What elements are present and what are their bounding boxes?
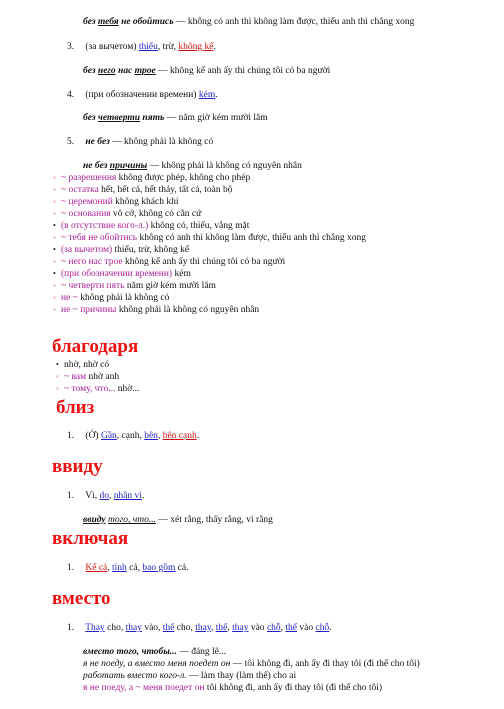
sense-text: , trừ, (157, 42, 179, 52)
phrase-vi: năm giờ kém mười lăm (126, 281, 216, 291)
link-gan[interactable]: Gần (100, 431, 117, 441)
punct: . (141, 491, 145, 501)
phrase-vi: không phải là không có nguyên nhân (118, 305, 260, 315)
phrase-vi: hết, hết cả, hết thảy, tất cả, toàn bộ (101, 185, 233, 195)
phrase-ru[interactable]: (при обозначении времени) (61, 269, 173, 279)
phrase-vi: không kể anh ấy thì chúng tôi có ba người (124, 257, 286, 267)
headword-blagodarya: благодаря (52, 336, 139, 357)
headword-vmesto: вместо (52, 588, 111, 609)
phrase-vi: nhờ anh (88, 372, 120, 382)
example-bez-nego (83, 65, 330, 77)
example-ru: не без (83, 161, 108, 171)
sense-text: , (157, 431, 163, 441)
headword-vvidu: ввиду (52, 456, 103, 477)
link-thay[interactable]: thay (195, 623, 211, 633)
example-translation: — tôi không đi, anh ấy đi thay tôi (đi thế cho tôi) (232, 659, 420, 669)
sense-number: 1. (67, 623, 75, 633)
sense-text: cả (175, 563, 187, 573)
phrase-ru[interactable]: ~ остатка (61, 185, 99, 195)
sense-text: , cạnh, (116, 431, 145, 441)
example-ru: того, что... (107, 515, 157, 525)
phrase-item (53, 244, 189, 256)
bullet-icon: ◦ (53, 293, 56, 302)
example-ru: четверти (97, 113, 141, 123)
example-translation: — làm thay (làm thế) cho ai (189, 671, 297, 681)
example-ru: тебя (97, 17, 119, 27)
bullet-icon: • (53, 221, 56, 230)
punct: . (215, 90, 218, 100)
link-cho[interactable]: chỗ (266, 623, 281, 633)
example-ru: я не поеду, а вместо меня поедет он (83, 659, 231, 669)
example-ru: не без (85, 137, 110, 147)
phrase-ru[interactable]: не ~ причины (61, 305, 117, 315)
link-the[interactable]: thế (285, 623, 298, 633)
punct: . (329, 623, 332, 633)
phrase-ru[interactable]: ~ разрешения (61, 173, 117, 183)
link-nhan-vi[interactable]: nhân vì (113, 491, 142, 501)
phrase-item (53, 172, 250, 184)
example-ru: без (83, 113, 96, 123)
headword-vklyuchaya: включая (52, 528, 129, 549)
phrase-item (53, 256, 285, 268)
sense-text: , (211, 623, 216, 633)
sense-1 (67, 430, 199, 442)
example-ru[interactable]: я не поеду, а ~ меня поедет он (83, 683, 205, 693)
phrase-ru[interactable]: (за вычетом) (61, 245, 113, 255)
link-ben-canh[interactable]: bên cạnh (162, 431, 197, 441)
phrase-ru[interactable]: ~ четверти пять (61, 281, 125, 291)
example-translation: — xét rằng, thấy rằng, vì rằng (158, 515, 273, 525)
link-cho[interactable]: chỗ (315, 623, 330, 633)
bullet-icon: ◦ (53, 257, 56, 266)
bullet-icon: ◦ (53, 197, 56, 206)
phrase-vi: không được phép, không cho phép (118, 173, 251, 183)
phrase-ru[interactable]: ~ тому, что... (64, 384, 116, 394)
example-ru: работать вместо кого-л. (83, 671, 187, 681)
phrase-item (53, 196, 179, 208)
link-thay[interactable]: thay (232, 623, 249, 633)
example-ru: пять (142, 113, 165, 123)
phrase-ru[interactable]: не ~ (61, 293, 78, 303)
sense-text: cho, (104, 623, 126, 633)
link-thay[interactable]: thay (125, 623, 142, 633)
phrase-ru[interactable]: ~ него нас трое (61, 257, 123, 267)
punct: . (196, 431, 200, 441)
example-translation: — đáng lẽ... (179, 647, 227, 657)
example-vmesto-2 (83, 658, 420, 670)
phrase-item (56, 371, 119, 383)
example-translation: — không phải là không có nguyên nhân (149, 161, 302, 171)
link-thay[interactable]: Thay (85, 623, 105, 633)
sense-text: cả, (126, 563, 143, 573)
example-translation: tôi không đi, anh ấy đi thay tôi (đi thế cho tôi) (206, 683, 383, 693)
phrase-vi: không có, thiếu, vắng mặt (150, 221, 250, 231)
example-ru: без (83, 66, 96, 76)
link-the[interactable]: thế (215, 623, 228, 633)
link-tinh[interactable]: tính (112, 563, 127, 573)
link-thieu[interactable]: thiếu (138, 42, 158, 52)
link-khong-ke[interactable]: không kể (178, 42, 214, 52)
headword-bliz: близ (56, 397, 95, 418)
sense-note: (за вычетом) (85, 42, 137, 52)
sense-text: vào (297, 623, 316, 633)
phrase-vi: nhờ... (117, 384, 140, 394)
sense-number: 3. (67, 42, 75, 52)
example-vmesto-4 (83, 682, 382, 694)
example-ne-bez-prichiny (83, 160, 302, 172)
sense-text: , (107, 563, 113, 573)
sense-text: — không phải là không có (112, 137, 214, 147)
phrase-item (53, 184, 232, 196)
bullet-icon: ◦ (53, 233, 56, 242)
phrase-vi: không phải là không có (80, 293, 170, 303)
sense-text: cho, (174, 623, 196, 633)
bullet-icon: ◦ (53, 185, 56, 194)
sense-3 (67, 41, 216, 53)
sense-1 (67, 622, 332, 634)
sense-note: (при обозначении времени) (85, 90, 197, 100)
example-ru: нас (118, 66, 133, 76)
sense-number: 5. (67, 137, 75, 147)
sense-text: vào (248, 623, 267, 633)
sense-1 (67, 490, 144, 502)
example-ru: вместо того, чтобы... (83, 647, 177, 657)
phrase-item (53, 208, 201, 220)
example-bez-tebya (83, 16, 414, 28)
sense-note: (Ở) (85, 431, 99, 441)
sense-number: 1. (67, 563, 75, 573)
phrase-item (53, 220, 249, 232)
bullet-icon: ◦ (53, 209, 56, 218)
example-bez-chetverti (83, 112, 268, 124)
sense-text: Vì, (85, 491, 100, 501)
sense-text: vào, (141, 623, 163, 633)
link-kem[interactable]: kém (198, 90, 216, 100)
example-ru: трое (134, 66, 156, 76)
phrase-item (53, 292, 169, 304)
phrase-item (53, 232, 366, 244)
example-translation: — không kể anh ấy thì chúng tôi có ba người (158, 66, 331, 76)
bullet-icon: ◦ (53, 281, 56, 290)
bullet-icon: ◦ (56, 384, 59, 393)
phrase-item (53, 304, 259, 316)
bullet-icon: ◦ (56, 372, 59, 381)
sense-text: , (227, 623, 233, 633)
phrase-ru[interactable]: ~ основания (61, 209, 111, 219)
example-translation: — không có anh thì không làm được, thiếu anh thì chẳng xong (175, 17, 415, 27)
link-the[interactable]: thế (162, 623, 175, 633)
bullet-icon: • (53, 245, 56, 254)
sense-5 (67, 136, 213, 148)
sense-number: 1. (67, 431, 75, 441)
example-ru: без (83, 17, 96, 27)
phrase-vi: vô cớ, không có căn cứ (113, 209, 202, 219)
phrase-vi: nhờ, nhờ có (64, 360, 110, 370)
bullet-icon: ◦ (53, 305, 56, 314)
example-ru: ввиду (83, 515, 106, 525)
bullet-icon: ◦ (53, 173, 56, 182)
phrase-item (53, 280, 216, 292)
phrase-vi: không khách khí (115, 197, 179, 207)
example-vmesto-3 (83, 670, 296, 682)
link-ke-ca[interactable]: Kể cả (85, 563, 108, 573)
example-translation: — năm giờ kém mười lăm (166, 113, 268, 123)
example-ru: не обойтись (121, 17, 174, 27)
phrase-item (56, 359, 109, 371)
punct: . (186, 563, 189, 573)
sense-1 (67, 562, 189, 574)
example-vvidu (83, 514, 273, 526)
link-do[interactable]: do (99, 491, 109, 501)
example-ru: него (97, 66, 116, 76)
sense-4 (67, 89, 218, 101)
bullet-icon: • (53, 269, 56, 278)
phrase-ru[interactable]: ~ вам (64, 372, 87, 382)
bullet-icon: • (56, 360, 59, 369)
phrase-vi: thiếu, trừ, không kể (114, 245, 190, 255)
sense-text: , (280, 623, 286, 633)
link-ben[interactable]: bên (144, 431, 158, 441)
sense-text: , (108, 491, 114, 501)
phrase-vi: kém (174, 269, 191, 279)
phrase-ru[interactable]: ~ тебя не обойтись (61, 233, 138, 243)
example-vmesto-1 (83, 646, 226, 658)
sense-number: 4. (67, 90, 75, 100)
phrase-vi: không có anh thì không làm được, thiếu anh thì chẳng xong (139, 233, 367, 243)
example-ru: причины (109, 161, 148, 171)
phrase-item (56, 383, 139, 395)
punct: . (213, 42, 216, 52)
sense-number: 1. (67, 491, 75, 501)
phrase-ru[interactable]: ~ церемоний (61, 197, 113, 207)
phrase-item (53, 268, 191, 280)
phrase-ru[interactable]: (в отсутствие кого-л.) (61, 221, 149, 231)
link-bao-gom[interactable]: bao gồm (142, 563, 176, 573)
